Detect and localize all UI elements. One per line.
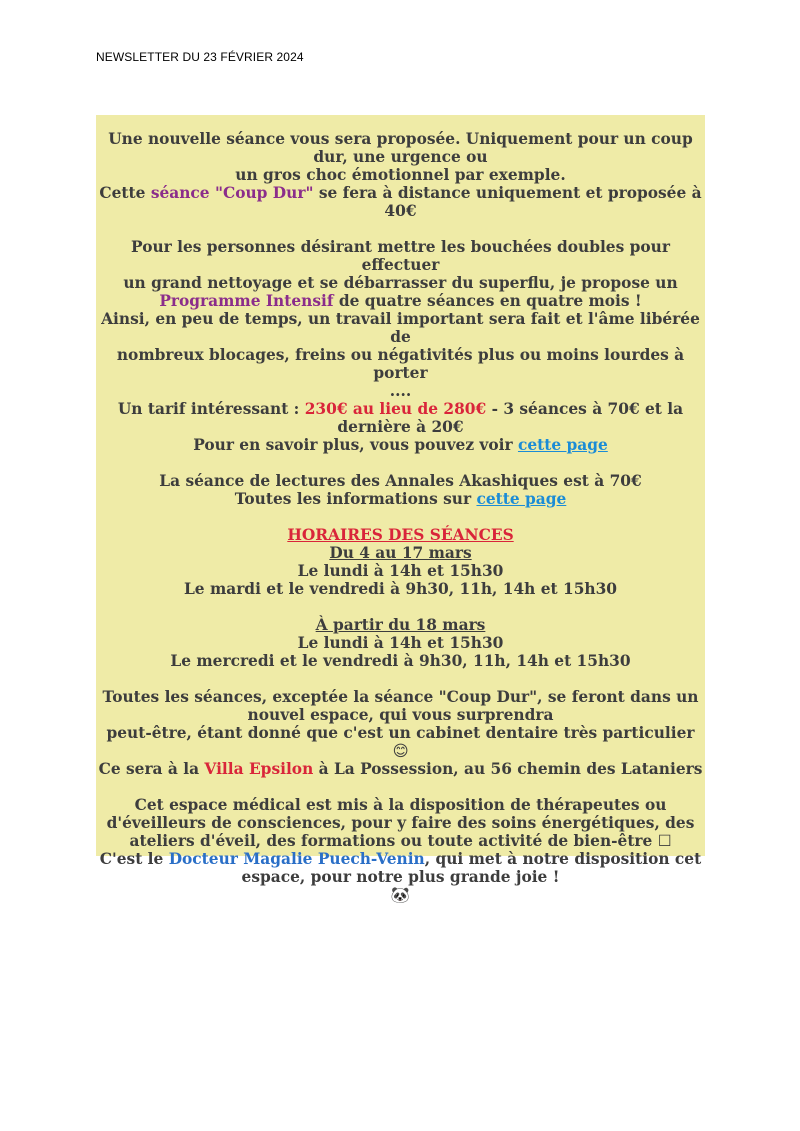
text-line: espace, pour notre plus grande joie ! <box>241 868 560 886</box>
text-line: Une nouvelle séance vous sera proposée. Uniquement pour un coup <box>108 130 693 148</box>
text-line: .... <box>389 382 412 400</box>
schedule-line: Le lundi à 14h et 15h30 <box>297 562 504 580</box>
text-fragment: Ce sera à la <box>98 760 205 778</box>
programme-page-link[interactable]: cette page <box>517 436 608 454</box>
text-line: Toutes les séances, exceptée la séance "Coup Dur", se feront dans un <box>102 688 699 706</box>
schedule-line: Le mercredi et le vendredi à 9h30, 11h, 14h et 15h30 <box>170 652 631 670</box>
coup-dur-highlight: séance "Coup Dur" <box>150 184 314 202</box>
akashic-page-link[interactable]: cette page <box>476 490 567 508</box>
price-highlight: 230€ au lieu de 280€ <box>304 400 487 418</box>
text-line <box>96 850 705 868</box>
text-fragment: à La Possession, au 56 chemin des Lataniers <box>313 760 703 778</box>
text-line: un gros choc émotionnel par exemple. <box>235 166 566 184</box>
text-line: dernière à 20€ <box>337 418 464 436</box>
text-line: La séance de lectures des Annales Akashiques est à 70€ <box>159 472 642 490</box>
text-line <box>96 490 705 508</box>
panda-icon: 🐼 <box>390 886 411 904</box>
text-line <box>96 292 705 310</box>
text-line <box>96 832 705 850</box>
text-fragment: - 3 séances à 70€ et la <box>486 400 684 418</box>
text-fragment: Un tarif intéressant : <box>117 400 305 418</box>
newsletter-header: NEWSLETTER DU 23 FÉVRIER 2024 <box>96 50 304 64</box>
text-fragment: Cette <box>99 184 151 202</box>
text-fragment: ateliers d'éveil, des formations ou toute activité de bien-être <box>129 832 653 850</box>
text-fragment: Pour en savoir plus, vous pouvez voir <box>193 436 518 454</box>
text-fragment: , qui met à notre disposition cet <box>424 850 702 868</box>
programme-intensif-highlight: Programme Intensif <box>159 292 334 310</box>
text-line <box>96 760 705 778</box>
text-fragment: se fera à distance uniquement et proposée à <box>313 184 702 202</box>
text-line: Ainsi, en peu de temps, un travail important sera fait et l'âme libérée de <box>101 310 700 346</box>
text-line: dur, une urgence ou <box>313 148 488 166</box>
text-line: Cet espace médical est mis à la disposition de thérapeutes ou <box>134 796 667 814</box>
newsletter-content <box>96 130 705 904</box>
schedule-line: Le lundi à 14h et 15h30 <box>297 634 504 652</box>
schedule-heading: HORAIRES DES SÉANCES <box>287 526 514 544</box>
schedule-line: Le mardi et le vendredi à 9h30, 11h, 14h et 15h30 <box>183 580 618 598</box>
doctor-name-highlight: Docteur Magalie Puech-Venin <box>168 850 425 868</box>
text-line <box>96 184 705 202</box>
text-line: d'éveilleurs de consciences, pour y faire des soins énergétiques, des <box>106 814 695 832</box>
text-line <box>96 400 705 418</box>
box-symbol-icon: ☐ <box>657 832 672 850</box>
text-line: nouvel espace, qui vous surprendra <box>247 706 554 724</box>
text-line: Pour les personnes désirant mettre les bouchées doubles pour effectuer <box>131 238 670 274</box>
text-fragment: C'est le <box>99 850 169 868</box>
period-title: À partir du 18 mars <box>315 616 486 634</box>
text-line: 40€ <box>384 202 417 220</box>
text-line <box>96 436 705 454</box>
smile-icon: 😊 <box>392 742 409 760</box>
text-line <box>96 724 705 760</box>
text-line: un grand nettoyage et se débarrasser du superflu, je propose un <box>123 274 678 292</box>
period-title: Du 4 au 17 mars <box>329 544 472 562</box>
text-line: nombreux blocages, freins ou négativités plus ou moins lourdes à porter <box>116 346 685 382</box>
text-fragment: Toutes les informations sur <box>234 490 477 508</box>
text-line <box>96 886 705 904</box>
villa-epsilon-highlight: Villa Epsilon <box>204 760 314 778</box>
text-fragment: peut-être, étant donné que c'est un cabinet dentaire très particulier <box>106 724 695 742</box>
text-fragment: de quatre séances en quatre mois ! <box>333 292 642 310</box>
